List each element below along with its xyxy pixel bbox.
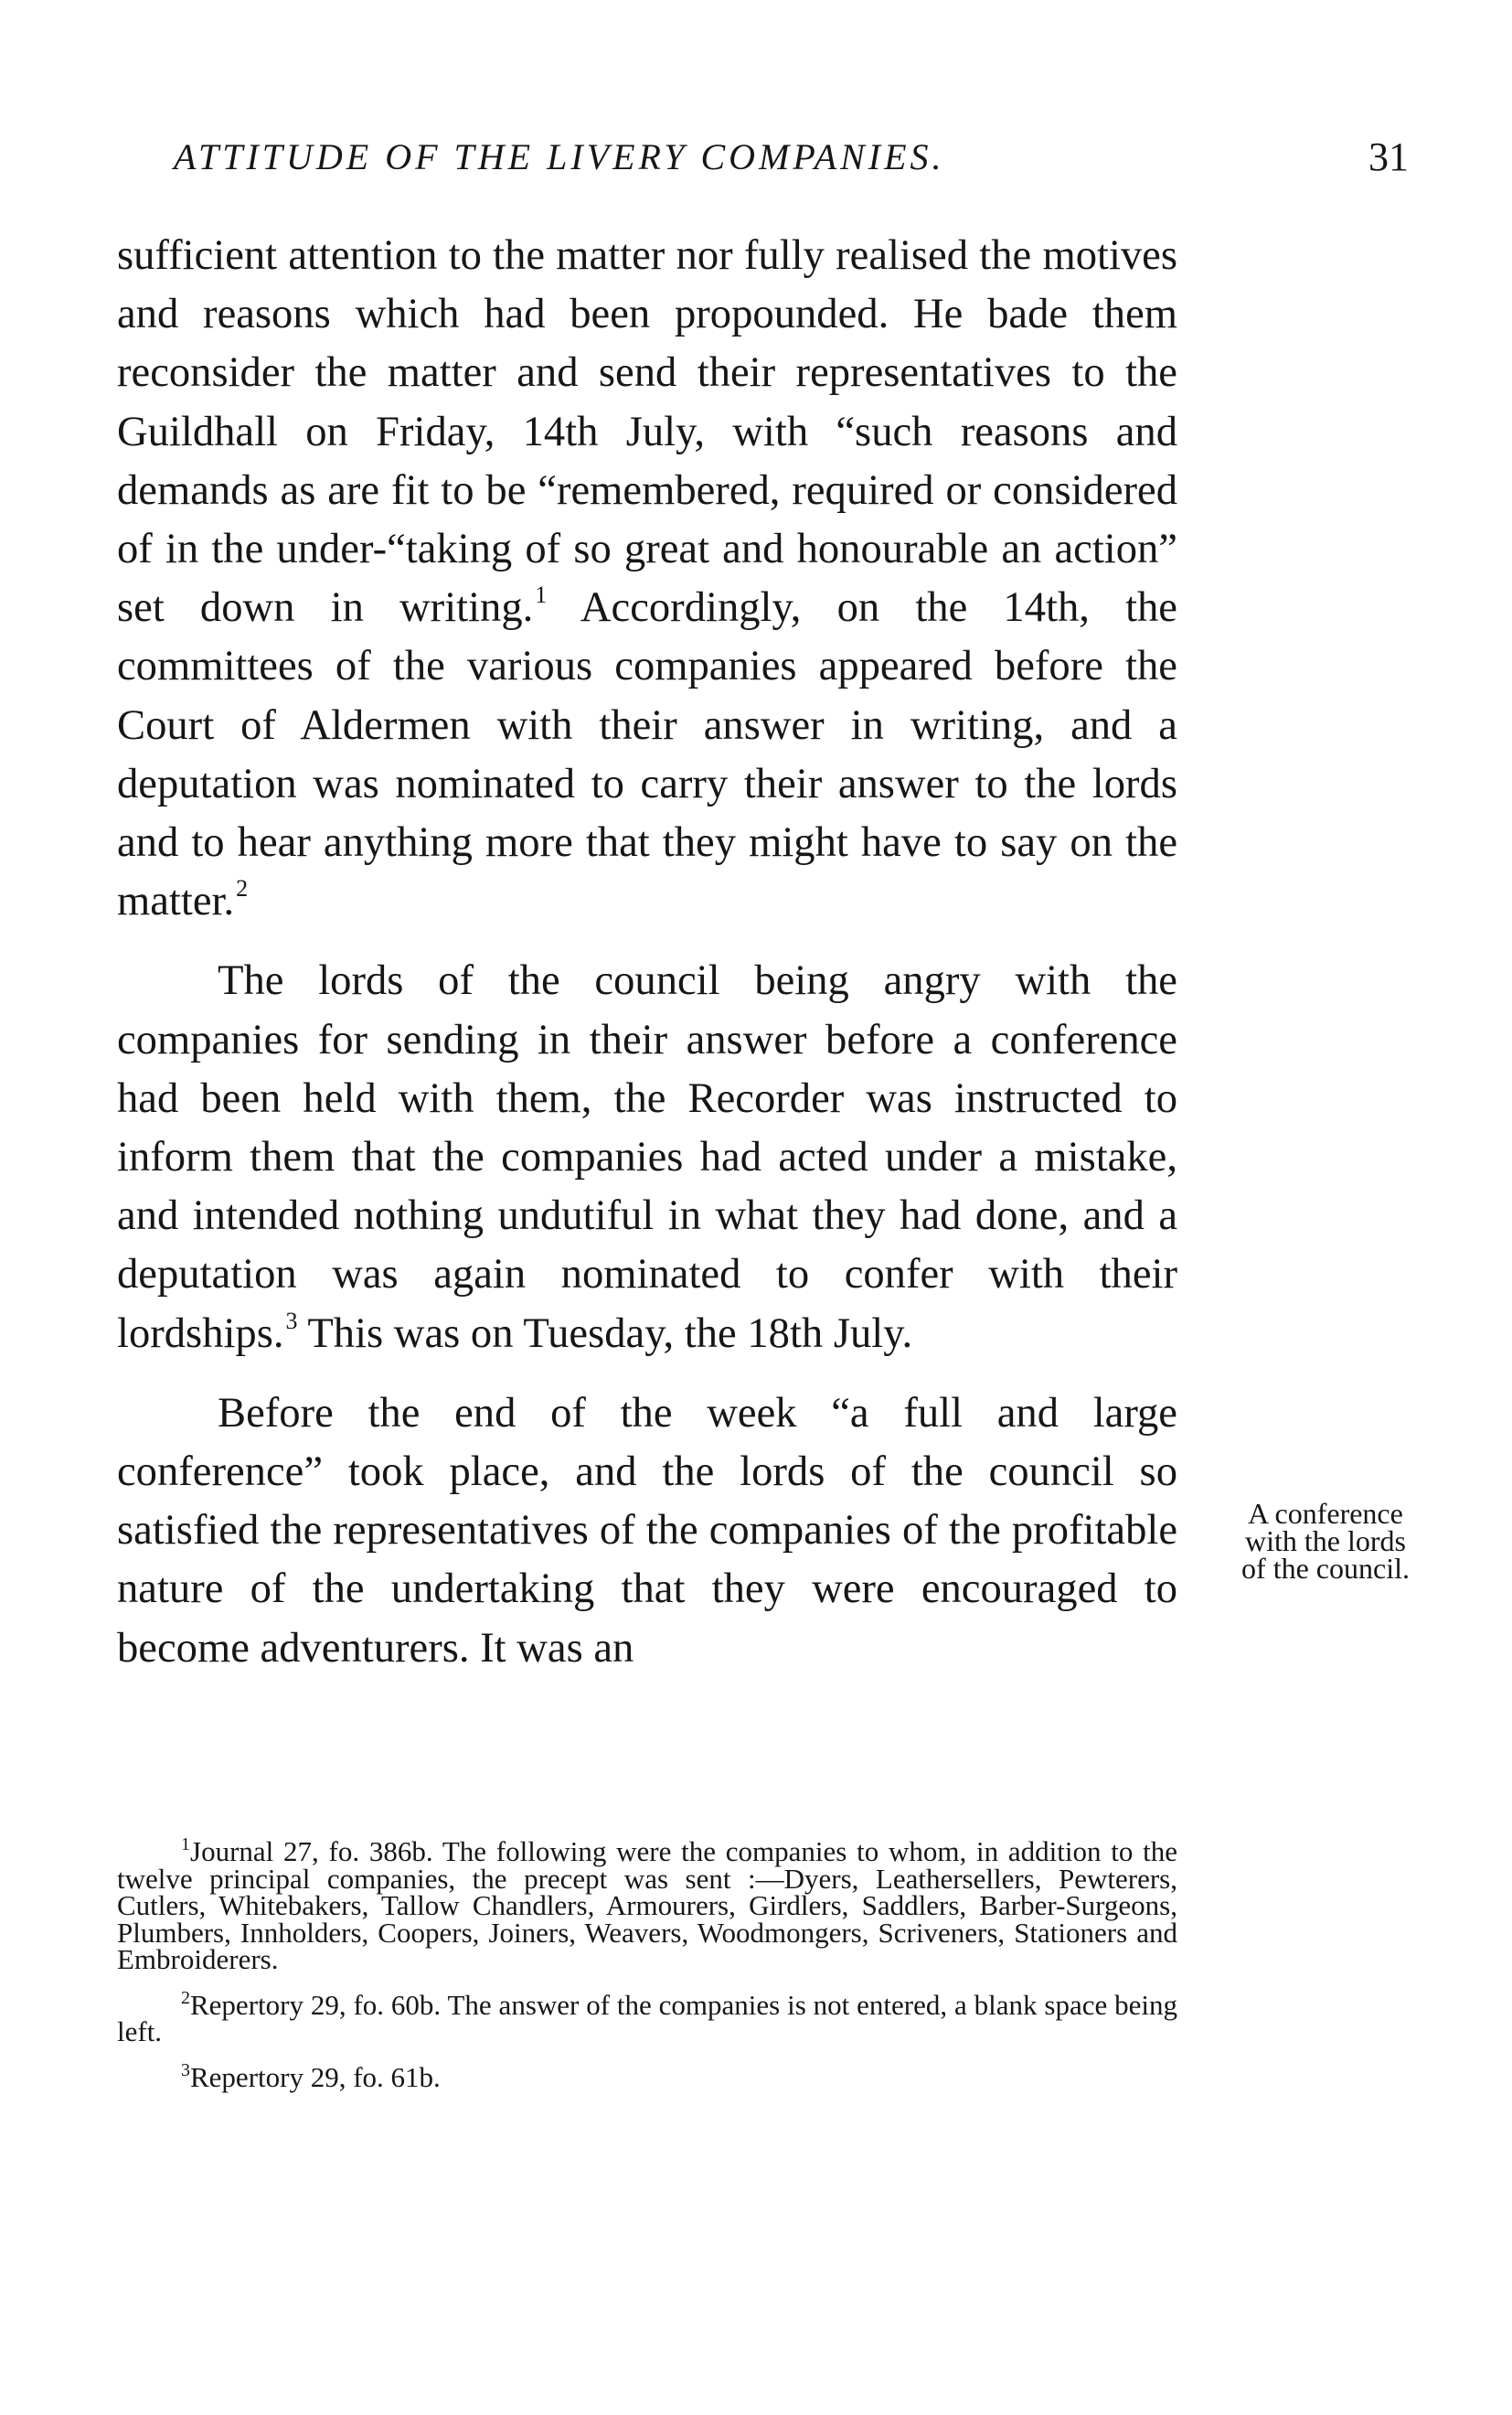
footnote-1: [117, 1834, 1177, 1975]
paragraph-2: [117, 951, 1177, 1362]
footnote-1-text: Journal 27, fo. 386b. The following were the companies to whom, in addition to the twelve principal companies, the precept was sent :—Dyers, Leathersellers, Pewterers, Cutlers, Whitebakers, Tallow Chandlers, Armourers, Girdlers, Saddlers, Barber-Surgeons, Plumbers, Innholders, Coopers, Joiners, Weavers, Woodmongers, Scriveners, Stationers and Embroiderers.: [117, 1835, 1177, 1975]
paragraph-2-text-a: The lords of the council being angry with the companies for sending in their answer before a conference had been held with them, the Recorder was instructed to inform them that the companies had acted under a mistake, and intended nothing undutiful in what they had done, and a deputation was again nominated to confer with their lordships.: [117, 956, 1177, 1357]
running-title: ATTITUDE OF THE LIVERY COMPANIES.: [174, 136, 945, 177]
footnote-3: [117, 2059, 1177, 2093]
footnote-2-text: Repertory 29, fo. 60b. The answer of the companies is not entered, a blank space being left.: [117, 1988, 1177, 2047]
margin-note: [1193, 1497, 1458, 1585]
margin-note-line-2: with the lords: [1245, 1524, 1406, 1557]
paragraph-2-text-b: This was on Tuesday, the 18th July.: [297, 1309, 913, 1357]
footnotes: [117, 1834, 1177, 2109]
footnote-2-mark: 2: [181, 1987, 190, 2008]
footnote-3-mark: 3: [181, 2059, 190, 2080]
footnote-1-mark: 1: [181, 1834, 190, 1854]
paragraph-3: Before the end of the week “a full and large conference” took place, and the lords of the council so satisfied the representatives of the companies of the profitable nature of the undertaking that they were encouraged to become adventurers. It was an: [117, 1388, 1177, 1672]
paragraph-1-text-b: Accordingly, on the 14th, the committees of the various companies appeared before the Court of Aldermen with their answer in writing, and a deputation was nominated to carry their answer to the lords and to hear anything more that they might have to say on the matter.: [117, 583, 1177, 925]
footnote-ref-2: 2: [236, 875, 249, 903]
footnote-ref-3: 3: [285, 1307, 298, 1334]
footnote-ref-1: 1: [535, 582, 548, 609]
margin-note-line-3: of the council.: [1241, 1552, 1410, 1585]
paragraph-1: [117, 226, 1177, 930]
page-number: 31: [1368, 134, 1409, 179]
footnote-2: [117, 1987, 1177, 2047]
margin-note-line-1: A conference: [1248, 1497, 1403, 1530]
main-text: [117, 226, 1177, 1677]
footnote-3-text: Repertory 29, fo. 61b.: [190, 2060, 441, 2093]
paragraph-1-text-a: sufficient attention to the matter nor fully realised the motives and reasons which had been propounded. He bade them reconsider the matter and send their representatives to the Guildhall on Friday, 14th July, with “such reasons and demands as are fit to be “remembered, required or considered of in the under-“taking of so great and honourable an action” set down in writing.: [117, 231, 1177, 632]
